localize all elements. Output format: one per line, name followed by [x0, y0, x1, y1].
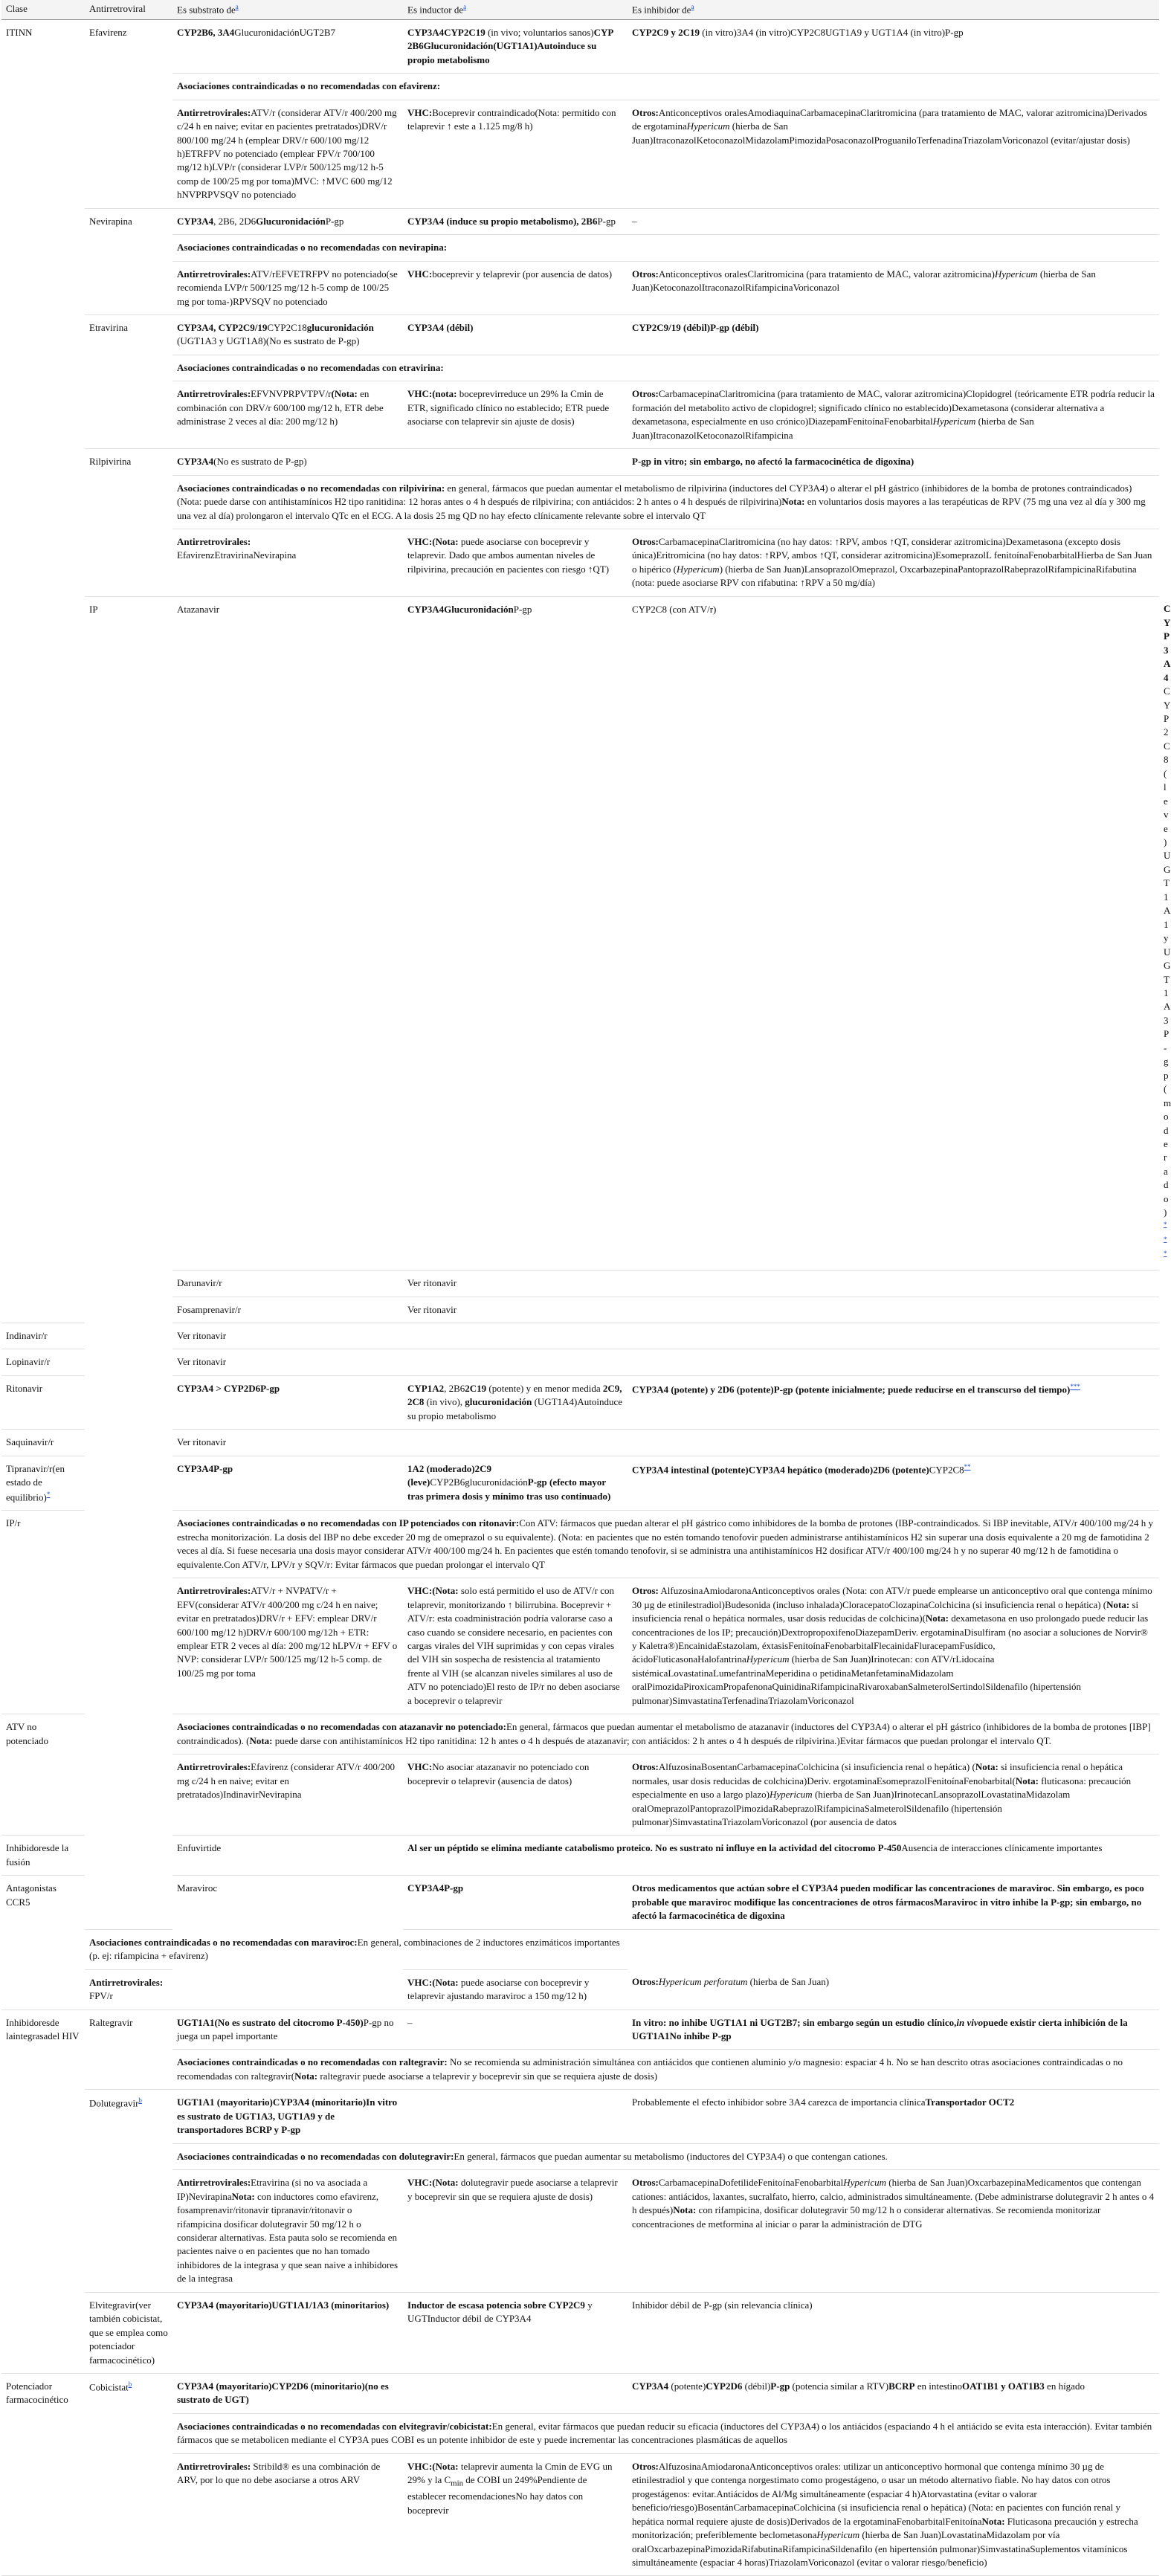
- table-row: [1, 1578, 1159, 1714]
- cell-inhibidor: Inhibidor débil de P-gp (sin relevancia clínica): [628, 2292, 1159, 2373]
- cell-inductor: [403, 1323, 628, 1349]
- assoc-text: Asociaciones contraindicadas o no recomendadas con raltegravir: No se recomienda su administración simultánea con antiácidos que contienen aluminio y/o magnesio: espaciar 4 h. No se han descrito otras asociaciones contraindicadas o no recomendadas con raltegravir(Nota: raltegravir puede asociarse a telaprevir y boceprevir sin que se requiera ajuste de dosis): [172, 2050, 1159, 2090]
- assoc-text: Asociaciones contraindicadas o no recomendadas con rilpivirina: en general, fármacos que puedan aumentar el metabolismo de rilpivirina (inductores del CYP3A4) o alterar el pH gástrico (inhibidores de la bomba de protones contraindicados) (Nota: puede darse con antihistamínicos H2 tipo ranitidina: 12 horas antes o 4 h después de rilpivirina; con antiácidos: 2 h antes o 4 h después de rilpivirina)Nota: en voluntarios dosis mayores a las terapéuticas de RPV (75 mg una vez al día y 300 mg una vez al día) prolongaron el intervalo QTc en el ECG. A la dosis 25 mg QD no hay efecto clínicamente relevante sobre el intervalo QT: [172, 475, 1159, 529]
- cell-arv: Antirretrovirales:FPV/r: [85, 1969, 172, 2010]
- drug-atazanavir: Atazanavir: [172, 596, 403, 1270]
- drug-darunavir: Darunavir/r: [172, 1271, 403, 1297]
- table-row: [1, 261, 1159, 314]
- cell-arv: Antirretrovirales:ATV/rEFVETRFPV no potenciado(se recomienda LVP/r 500/125 mg/12 h-5 comp de 100/25 mg por toma-)RPVSQV no potenciado: [172, 261, 403, 314]
- table-row: [1, 1511, 1159, 1578]
- cell-otros: Otros:AlfuzosinaBosentanCarbamacepinaColchicina (si insuficiencia renal o hepática) (Nota: si insuficiencia renal o hepática normales, usar dosis reducidas de colchicina)Deriv. ergotaminaEsomeprazolFenitoínaFenobarbital(Nota: fluticasona: precaución especialmente en uso a largo plazo)Hypericum (hierba de San Juan)IrinotecanLansoprazolLovastatinaMidazolam oralOmeprazolPantoprazolPimozidaRabeprazolRifampicinaSalmeterolSildenafilo (hipertensión pulmonar)SimvastatinaTriazolamVoriconazol (por ausencia de datos: [628, 1755, 1159, 1836]
- class-ip: IP: [85, 596, 172, 1929]
- cell-substrato: CYP3A4P-gp: [172, 1456, 403, 1511]
- drug-ritonavir: Ritonavir: [1, 1375, 85, 1429]
- cell-arv: Antirretrovirales:Etravirina (si no va asociada a IP)NevirapinaNota: con inductores como efavirenz, fosamprenavir/ritonavir tipranavir/ritonavir o rifampicina dosificar dolutegravir 50 mg/12 h o considerar alternativas. Esta pauta solo se recomienda en pacientes naive o en pacientes que no han tomado inhibidores de la integrasa y que sean naive a inhibidores de la integrasa: [172, 2170, 403, 2293]
- table-row: [1, 2143, 1159, 2169]
- cell-inhibidor: [628, 1349, 1159, 1375]
- cell-inhibidor: –: [628, 208, 1159, 234]
- header-inhibidor: Es inhibidor de$^a$: [628, 0, 1159, 19]
- table-row: [1, 315, 1159, 355]
- table-row: [1, 2090, 1159, 2143]
- footnote-link[interactable]: b: [128, 2380, 132, 2389]
- cell-inductor: CYP3A4CYP2C19 (in vivo; voluntarios sanos)CYP 2B6Glucuronidación(UGT1A1)Autoinduce su propio metabolismo: [403, 19, 628, 73]
- footnote-link[interactable]: ***: [1070, 1382, 1080, 1390]
- drug-maraviroc: Maraviroc: [172, 1876, 403, 2010]
- header-antirretroviral: Antirretroviral: [85, 0, 172, 19]
- cell-inductor: [628, 1297, 1159, 1323]
- cell-inhibidor: CYP3A4 intestinal (potente)CYP3A4 hepático (moderado)2D6 (potente)CYP2C8**: [628, 1456, 1159, 1511]
- class-ccr5: Antagonistas CCR5: [1, 1876, 85, 2010]
- table-row: [1, 1836, 1159, 1876]
- table-row: [1, 2050, 1159, 2090]
- cell-arv: Antirretrovirales:ATV/r (considerar ATV/r 400/200 mg c/24 h en naive; evitar en pacientes pretratados)DRV/r 800/100 mg/24 h (emplear DRV/r 600/100 mg/12 h)ETRFPV no potenciado (emplear FPV/r 700/100 mg/12 h)LVP/r (considerar LVP/r 500/125 mg/12 h-5 comp de 100/25 mg por toma)MVC: ↑MVC 600 mg/12 hNVPRPVSQV no potenciado: [172, 100, 403, 208]
- cell-vhc: VHC:boceprevir y telaprevir (por ausencia de datos): [403, 261, 628, 314]
- cell-otros: Otros:Anticonceptivos oralesAmodiaquinaCarbamacepinaClaritromicina (para tratamiento de MAC, valorar azitromicina)Derivados de ergotaminaHypericum (hierba de San Juan)ItraconazolKetoconazolMidazolamPimozidaPosaconazolProguaniloTerfenadinaTriazolamVoriconazol (evitar/ajustar dosis): [628, 100, 1159, 208]
- cell-vhc: VHC:(Nota: dolutegravir puede asociarse a telaprevir y boceprevir sin que se requiera ajuste de dosis): [403, 2170, 628, 2293]
- cell-substrato: CYP3A4 > CYP2D6P-gp: [172, 1375, 403, 1429]
- cell-substrato: CYP2B6, 3A4GlucuronidaciónUGT2B7: [172, 19, 403, 73]
- header-clase: Clase: [1, 0, 85, 19]
- table-row: IP Atazanavir CYP3A4GlucuronidaciónP-gp CYP2C8 (con ATV/r) CYP3A4CYP2C8 (leve)UGT 1A1 y UGT 1A3P-gp (moderado)***: [1, 596, 1159, 1270]
- cell-substrato: CYP3A4, CYP2C9/19CYP2C18glucuronidación (UGT1A3 y UGT1A8)(No es sustrato de P-gp): [172, 315, 403, 355]
- drug-saquinavir: Saquinavir/r: [1, 1430, 85, 1456]
- cell-inhibidor: Probablemente el efecto inhibidor sobre 3A4 carezca de importancia clínicaTransportador OCT2: [628, 2090, 1159, 2143]
- cell-inductor: CYP2C8 (con ATV/r): [628, 596, 1159, 1270]
- footnote-link[interactable]: a: [235, 3, 239, 10]
- footnote-link[interactable]: b: [138, 2096, 142, 2105]
- cell-arv: Antirretrovirales: Stribild® es una combinación de ARV, por lo que no debe asociarse a otros ARV: [172, 2453, 403, 2576]
- cell-substrato: Ver ritonavir: [403, 1297, 628, 1323]
- cell-substrato: Ver ritonavir: [403, 1271, 628, 1297]
- cell-substrato: Ver ritonavir: [172, 1349, 403, 1375]
- cell-inhibidor: P-gp in vitro; sin embargo, no afectó la farmacocinética de digoxina): [628, 449, 1159, 475]
- table-row: [1, 1714, 1159, 1755]
- table-row: [1, 1375, 1159, 1429]
- cell-substrato: CYP3A4, 2B6, 2D6GlucuronidaciónP-gp: [172, 208, 403, 234]
- drug-elvitegravir: Elvitegravir(ver también cobicistat, que se emplea como potenciador farmacocinético): [85, 2292, 172, 2373]
- cell-substrato: Ver ritonavir: [172, 1430, 403, 1456]
- cell-vhc: VHC:(Nota: puede asociarse con boceprevir y telaprevir ajustando maraviroc a 150 mg/12 h): [403, 1969, 628, 2010]
- cell-arv: Antirretrovirales: EfavirenzEtravirinaNevirapina: [172, 529, 403, 597]
- drug-lopinavir: Lopinavir/r: [1, 1349, 85, 1375]
- assoc-title: Asociaciones contraindicadas o no recomendadas con etravirina:: [172, 355, 1159, 381]
- cell-substrato: UGT1A1 (mayoritario)CYP3A4 (minoritario)In vitro es sustrato de UGT1A3, UGT1A9 y de transportadores BCRP y P-gp: [172, 2090, 403, 2143]
- table-row: [1, 74, 1159, 100]
- assoc-text: Asociaciones contraindicadas o no recomendadas con dolutegravir:En general, fármacos que puedan aumentar su metabolismo (inductores del CYP3A4) o que contengan cationes.: [172, 2143, 1159, 2169]
- cell-inductor: [403, 2374, 628, 2414]
- cell-vhc: VHC:No asociar atazanavir no potenciado con boceprevir o telaprevir (ausencia de datos): [403, 1755, 628, 1836]
- table-row: [1, 1456, 1159, 1511]
- class-itinn: ITINN: [1, 19, 85, 1323]
- table-row: [1, 1323, 1159, 1349]
- assoc-text: Asociaciones contraindicadas o no recomendadas con maraviroc:En general, combinaciones de 2 inductores enzimáticos importantes (p. ej: rifampicina + efavirenz): [85, 1929, 628, 1969]
- cell-substrato: CYP3A4 (mayoritario)UGT1A1/1A3 (minoritarios): [172, 2292, 403, 2373]
- drug-dolutegravir: Dolutegravir$^b$: [85, 2090, 172, 2292]
- table-row: [1, 2453, 1159, 2576]
- cell-arv: Antirretrovirales:ATV/r + NVPATV/r + EFV(considerar ATV/r 400/200 mg c/24 h en naive; evitar en pretratados)DRV/r + EFV: emplear DRV/r 600/100 mg/12 h)DRV/r 600/100 mg/12h + ETR: emplear ETR 2 veces al día: 200 mg/12 hLPV/r + EFV o NVP: considerar LVP/r 500/125 mg/12 h-5 comp. de 100/25 mg por toma: [172, 1578, 403, 1714]
- table-row: [1, 19, 1159, 73]
- cell-inhibidor: In vitro: no inhibe UGT1A1 ni UGT2B7; sin embargo según un estudio clínico,in vivopuede existir cierta inhibición de la UGT1A1No inhibe P-gp: [628, 2010, 1159, 2050]
- cell-vhc: VHC:(nota: boceprevirreduce un 29% la Cmin de ETR, significado clínico no establecido; ETR puede asociarse con telaprevir sin ajuste de dosis): [403, 381, 628, 449]
- table-row: [1, 1929, 1159, 1969]
- table-row: [1, 1430, 1159, 1456]
- cell-inductor: CYP3A4 (débil): [403, 315, 628, 355]
- table-row: [1, 449, 1159, 475]
- cell-substrato: CYP3A4 (mayoritario)CYP2D6 (minoritario)(no es sustrato de UGT): [172, 2374, 403, 2414]
- cell-inductor: [403, 1430, 628, 1456]
- table-row: [1, 475, 1159, 529]
- assoc-text: Asociaciones contraindicadas o no recomendadas con elvitegravir/cobicistat:En general, evitar fármacos que puedan reducir su eficacia (inductores del CYP3A4) o los antiácidos (espaciando 4 h el antiácido se evita esta interacción). Evitar también fármacos que se metabolicen mediante el CYP3A pues COBI es un potente inhibidor de este y puede incrementar las concentraciones plasmáticas de aquellos: [172, 2413, 1159, 2453]
- footnote-link[interactable]: *: [46, 1490, 51, 1498]
- footnote-link[interactable]: a: [463, 3, 467, 10]
- table-row: [1, 2010, 1159, 2050]
- table-row: [1, 381, 1159, 449]
- class-potenciador: Potenciador farmacocinético: [1, 2374, 85, 2576]
- drug-efavirenz: Efavirenz: [85, 19, 172, 208]
- cell-inductor: 1A2 (moderado)2C9 (leve)CYP2B6glucuronidaciónP-gp (efecto mayor tras primera dosis y mínimo tras uso continuado): [403, 1456, 628, 1511]
- class-integrasa: Inhibidoresde laintegrasadel HIV: [1, 2010, 85, 2374]
- cell-inhibidor: CYP2C9 y 2C19 (in vitro)3A4 (in vitro)CYP2C8UGT1A9 y UGT1A4 (in vitro)P-gp: [628, 19, 1159, 73]
- table-row: [1, 1755, 1159, 1836]
- table-row: [1, 2170, 1159, 2293]
- cell-substrato: UGT1A1(No es sustrato del citocromo P-450)P-gp no juega un papel importante: [172, 2010, 403, 2050]
- fusion-text: Al ser un péptido se elimina mediante catabolismo proteico. No es sustrato ni influye en la actividad del citocromo P-450Ausencia de interacciones clínicamente importantes: [403, 1836, 1159, 1876]
- drug-indinavir: Indinavir/r: [1, 1323, 85, 1349]
- cell-otros: Otros:CarbamacepinaClaritromicina (no hay datos: ↑RPV, ambos ↑QT, considerar azitromicina)Dexametasona (excepto dosis única)Eritromicina (no hay datos: ↑RPV, ambos ↑QT, considerar azitromicina)EsomeprazolL fenitoínaFenobarbitalHierba de San Juan o hipérico (Hypericum) (hierba de San Juan)LansoprazolOmeprazol, OxcarbazepinaPantoprazolRabeprazolRifampicinaRifabutina (nota: puede asociarse RPV con rifabutina: ↑RPV a 50 mg/día): [628, 529, 1159, 597]
- cell-substrato: CYP3A4GlucuronidaciónP-gp: [403, 596, 628, 1270]
- cell-vhc: VHC:Boceprevir contraindicado(Nota: permitido con telaprevir ↑ este a 1.125 mg/8 h): [403, 100, 628, 208]
- drug-nevirapina: Nevirapina: [85, 208, 172, 314]
- drug-fosamprenavir: Fosamprenavir/r: [172, 1297, 403, 1323]
- cell-vhc: VHC:(Nota: puede asociarse con boceprevir y telaprevir. Dado que ambos aumentan niveles de rilpivirina, precaución en pacientes con riesgo ↑QT): [403, 529, 628, 597]
- cell-inductor: [628, 1271, 1159, 1297]
- table-row: [1, 2413, 1159, 2453]
- cell-substrato: Ver ritonavir: [172, 1323, 403, 1349]
- cell-otros: Otros:CarbamacepinaClaritromicina (para tratamiento de MAC, valorar azitromicina)Clopidogrel (teóricamente ETR podría reducir la formación del metabolito activo de clopidogrel; significado clínico no establecido)Dexametasona (considerar alternativa a dexametasona, especialmente en uso crónico)DiazepamFenitoínaFenobarbitalHypericum (hierba de San Juan)ItraconazolKetoconazolRifampicina: [628, 381, 1159, 449]
- cell-otros: Otros:Hypericum perforatum (hierba de San Juan): [628, 1969, 1159, 2010]
- assoc-text: Asociaciones contraindicadas o no recomendadas con atazanavir no potenciado:En general, fármacos que puedan aumentar el metabolismo de atazanavir (inductores del CYP3A4) o alterar el pH gástrico (inhibidores de la bomba de protones [IBP] contraindicados). (Nota: puede darse con antihistamínicos H2 tipo ranitidina: 12 h antes o 4 h después de atazanavir; con antiácidos: 2 h antes o 4 h después de rilpivirina.)Evitar fármacos que puedan prolongar el intervalo QT.: [172, 1714, 1159, 1755]
- class-fusion: Inhibidoresde la fusión: [1, 1836, 85, 1876]
- cell-vhc: VHC:(Nota: telaprevir aumenta la Cmin de EVG un 29% y la $C_{min}$ de COBI un 249%Pendiente de establecer recomendacionesNo hay datos con boceprevir: [403, 2453, 628, 2576]
- cell-inductor: [403, 2090, 628, 2143]
- table-header-row: [1, 0, 1159, 19]
- assoc-title: Asociaciones contraindicadas o no recomendadas con nevirapina:: [172, 235, 1159, 261]
- cell-otros: Otros:CarbamacepinaDofetilideFenitoínaFenobarbitalHypericum (hierba de San Juan)OxcarbazepinaMedicamentos que contengan cationes: antiácidos, laxantes, sucralfato, hierro, calcio, administrados simultáneamente. (Debe administrarse dolutegravir 2 h antes o 4 h después)Nota: con rifampicina, dosificar dolutegravir 50 mg/12 h o considerar alternativas. Se recomienda monitorizar concentraciones de metformina al iniciar o parar la administración de DTG: [628, 2170, 1159, 2293]
- cell-inductor: [403, 449, 628, 475]
- drug-raltegravir: Raltegravir: [85, 2010, 172, 2090]
- table-row: [1, 529, 1159, 597]
- table-row: [1, 235, 1159, 261]
- cell-inductor: Otros medicamentos que actúan sobre el CYP3A4 pueden modificar las concentraciones de maraviroc. Sin embargo, es poco probable que maraviroc modifique las concentraciones de otros fármacosMaraviroc in vitro inhibe la P-gp; sin embargo, no afectó la farmacocinética de digoxina: [628, 1876, 1159, 1929]
- cell-inhibidor: CYP3A4 (potente) y 2D6 (potente)P-gp (potente inicialmente; puede reducirse en el transcurso del tiempo)***: [628, 1375, 1159, 1429]
- header-substrato: Es substrato de$^a$: [172, 0, 403, 19]
- footnote-link[interactable]: ***: [1164, 1220, 1167, 1258]
- cell-substrato: CYP3A4(No es sustrato de P-gp): [172, 449, 403, 475]
- cell-otros: Otros:Anticonceptivos oralesClaritromicina (para tratamiento de MAC, valorar azitromicina)Hypericum (hierba de San Juan)KetoconazolItraconazolRifampicinaVoriconazol: [628, 261, 1159, 314]
- cell-inductor: CYP1A2, 2B62C19 (potente) y en menor medida 2C9, 2C8 (in vivo), glucuronidación (UGT1A4)Autoinduce su propio metabolismo: [403, 1375, 628, 1429]
- cell-inhibidor: CYP3A4 (potente)CYP2D6 (débil)P-gp (potencia similar a RTV)BCRP en intestinoOAT1B1 y OAT1B3 en hígado: [628, 2374, 1159, 2414]
- table-row: [1, 2374, 1159, 2414]
- cell-inhibidor: [628, 1430, 1159, 1456]
- cell-substrato: CYP3A4P-gp: [403, 1876, 628, 1929]
- cell-inductor: CYP3A4 (induce su propio metabolismo), 2B6P-gp: [403, 208, 628, 234]
- cell-arv: Antirretrovirales:EFVNVPRPVTPV/r(Nota: en combinación con DRV/r 600/100 mg/12 h, ETR debe administrase 2 veces al día: 200 mg/12 h): [172, 381, 403, 449]
- drug-rilpivirina: Rilpivirina: [85, 449, 172, 597]
- drug-atv-no-potenciado: ATV no potenciado: [1, 1714, 85, 1836]
- drug-cobicistat: Cobicistat$^b$: [85, 2374, 172, 2576]
- drug-ipr: IP/r: [1, 1511, 85, 1714]
- cell-inductor: [403, 1349, 628, 1375]
- assoc-text: Asociaciones contraindicadas o no recomendadas con IP potenciados con ritonavir:Con ATV: fármacos que puedan alterar el pH gástrico como inhibidores de la bomba de protones (IBP-contraindicados. Si IBP inevitable, ATV/r 400/100 mg/24 h y estrecha monitorización. La dosis del IBP no debe exceder 20 mg de omeprazol o su equivalente). (Nota: en pacientes que no estén tomando tenofovir pueden administrarse antihistamínicos H2 sin superar una dosis equivalente a 20 mg de famotidina 2 veces al día. Si fuese necesaria una dosis mayor considerar ATV/r 400/100 mg/24 h. En pacientes que estén tomando tenofovir, si se administra una antihistamínicos H2 dosificar ATV/r 400/100 mg/24 h y no superar 40 mg/12 h de famotidina o equivalente.Con ATV/r, LPV/r y SQV/r: Evitar fármacos que puedan prolongar el intervalo QT: [172, 1511, 1159, 1578]
- cell-vhc: VHC:(Nota: solo está permitido el uso de ATV/r con telaprevir, monitorizando ↑ bilirrubina. Boceprevir + ATV/r: esta coadministración podría valorarse caso a caso cuando se considere necesario, en pacientes con cargas virales del VIH suprimidas y con cepas virales del VIH sin sospecha de resistencia al tratamiento frente al VIH (se alcanzan niveles similares al uso de ATV no potenciado)El resto de IP/r no deben asociarse a boceprevir o telaprevir: [403, 1578, 628, 1714]
- drug-tipranavir: Tipranavir/r(en estado de equilibrio)*: [1, 1456, 85, 1511]
- footnote-link[interactable]: **: [964, 1462, 971, 1471]
- table-row: [1, 1349, 1159, 1375]
- assoc-title: Asociaciones contraindicadas o no recomendadas con efavirenz:: [172, 74, 1159, 100]
- cell-inductor: Inductor de escasa potencia sobre CYP2C9 y UGTInductor débil de CYP3A4: [403, 2292, 628, 2373]
- footnote-link[interactable]: a: [691, 3, 694, 10]
- cell-inhibidor: [628, 1323, 1159, 1349]
- table-row: [1, 1876, 1159, 1929]
- cell-otros: Otros: AlfuzosinaAmiodaronaAnticonceptivos orales (Nota: con ATV/r puede emplearse un anticonceptivo oral que contenga mínimo 30 µg de etinilestradiol)Budesonida (incluso inhalada)CloracepatoClozapinaColchicina (si insuficiencia renal o hepática) (Nota: si insuficiencia renal o hepática normales, usar dosis reducidas de colchicina)(Nota: dexametasona en uso prolongado puede reducir las concentraciones de los IP; precaución)DextropropoxifenoDiazepamDeriv. ergotaminaDisulfiram (no asociar a soluciones de Norvir® y Kaletra®)EncainidaEstazolam, éxtasisFenitoínaFenobarbitalFlecainidaFluracepamFusídico, ácidoFluticasonaHalofantrinaHypericum (hierba de San Juan)Irinotecan: con ATV/rLidocaína sistémicaLovastatinaLumefantrinaMeperidina o petidinaMetanfetaminaMidazolam oralPimozidaPiroxicamPropafenonaQuinidinaRifampicinaRivaroxabanSalmeterolSertindolSildenafilo (hipertensión pulmonar)SimvastatinaTerfenadinaTriazolamVoriconazol: [628, 1578, 1159, 1714]
- cell-inductor: –: [403, 2010, 628, 2050]
- table-row: [1, 100, 1159, 208]
- cell-otros: Otros:AlfuzosinaAmiodaronaAnticonceptivos orales: utilizar un anticonceptivo hormonal que contenga mínimo 30 µg de etinilestradiol y que contenga norgestimato como progestágeno, o usar un método alternativo fiable. No hay datos con otros progestágenos: evitar.Antiácidos de Al/Mg simultáneamente (espaciar 4 h)Atorvastatina (evitar o valorar beneficio/riesgo)BosentánCarbamacepinaColchicina (si insuficiencia renal o hepática) (Nota: en pacientes con función renal y hepática normal requiere ajuste de dosis)Derivados de la ergotaminaFenobarbitalFenitoínaNota: Fluticasona precaución y estrecha monitorización; preferiblemente beclometasonaHypericum (hierba de San Juan)LovastatinaMidazolam por vía oralOxcarbazepinaPimozidaRifabutinaRifampicinaSildenafilo (en hipertensión pulmonar)SimvastatinaSuplementos vitamínicos simultáneamente (espaciar 4 horas)TriazolamVoriconazol (evitar o valorar riesgo/beneficio): [628, 2453, 1159, 2576]
- cell-arv: Antirretrovirales:Efavirenz (considerar ATV/r 400/200 mg c/24 h en naive; evitar en pretratados)IndinavirNevirapina: [172, 1755, 403, 1836]
- cell-inhibidor: CYP2C9/19 (débil)P-gp (débil): [628, 315, 1159, 355]
- table-row: [1, 2292, 1159, 2373]
- table-row: [1, 1271, 1159, 1297]
- table-row: [1, 355, 1159, 381]
- drug-etravirina: Etravirina: [85, 315, 172, 449]
- header-inductor: Es inductor de$^a$: [403, 0, 628, 19]
- table-row: [1, 208, 1159, 234]
- drug-enfuvirtide: Enfuvirtide: [172, 1836, 403, 1876]
- table-row: [1, 1297, 1159, 1323]
- interactions-table: [1, 0, 1171, 2576]
